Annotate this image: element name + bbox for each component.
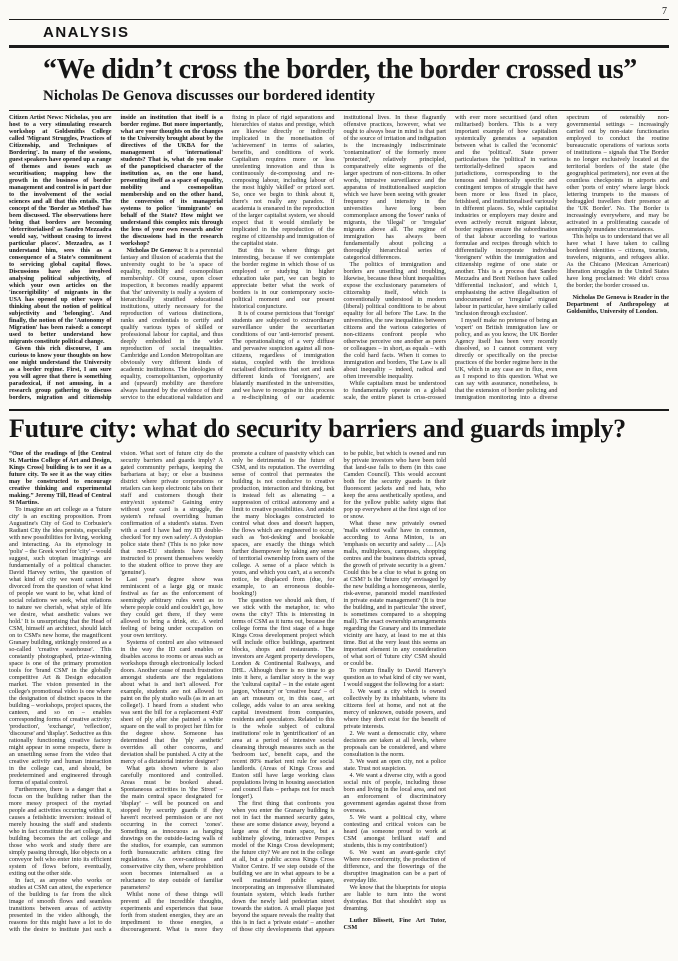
paragraph: This helps us to understand that we all have what I have taken to calling bordered identities – citizens, tourists, travelers, migrants, and refugees alike. As the Chicano (Mexican American) liberation struggles in the United States have long proclaimed: We didn't cross the border; the border crossed us. xyxy=(566,233,669,289)
paragraph: But this is where things get interesting, because if we contemplate the border regime in which those of us employed or studying in higher education take part, we can begin to appreciate better what the work of borders is in our contemporary socio-political moment and our present historical conjuncture. xyxy=(232,247,335,310)
article1-headline: “We didn’t cross the border, the border crossed us” xyxy=(43,54,637,85)
section-label: ANALYSIS xyxy=(43,24,130,41)
article2-headline: Future city: what do security barriers and guards imply? xyxy=(9,414,626,443)
article-future-city xyxy=(9,414,669,936)
page-number: 7 xyxy=(662,6,667,17)
article-divider-rule xyxy=(9,409,669,411)
paragraph: The first thing that confronts you when you enter the Granary building is not in fact the manned security gates, these are some distance away, beyond a large area of the main space, but a sublimely glowing, interactive Perspex model of the Kings Cross development; the future city? We are not in the college at all, but a public access Kings Cross Visitor Centre. If we step outside of the building we are in what appears to be a well maintained public square, incorporating an impressive illuminated fountain system, which leads further down the newly laid pedestrian street towards the station. A small plaque just beyond the square reveals the reality that this is in fact a 'private estate' – another of those city developments that appears to be public, but which is owned and run by private investors who have been told that land-use falls to them (in this case Camden Council). This would account both for the security guards in their fluorescent jackets and red hats, who keep the area aesthetically spotless, and for the yellow public safety signs that pop up everywhere at the first sign of ice or snow. xyxy=(232,450,446,933)
header-thick-rule xyxy=(9,45,669,48)
paragraph: Luther Blissett, Fine Art Tutor, CSM xyxy=(343,917,446,931)
paragraph: 4. We want a diverse city, with a good social mix of people, including those born and living in the local area, and not an enforcement of discriminatory government agendas against those from overseas. xyxy=(343,772,446,814)
paragraph: 3. We want an open city, not a police state. Trust not suspicion. xyxy=(343,758,446,772)
article2-body xyxy=(9,450,669,936)
article1-body xyxy=(9,114,669,406)
paragraph: Last year's degree show was reminiscent of a large gig or music festival as far as the enforcement of seemingly arbitrary rules went as to where people could and couldn't go, how they could get there, if they were allowed to bring a drink, etc. A weird feeling of being under occupation on your own territory. xyxy=(120,576,223,639)
paragraph: To return finally to David Harvey's question as to what kind of city we want, I would suggest the following for a start: xyxy=(343,667,446,688)
paragraph: What these new privately owned 'malls without walls' have in common, according to Anna Minton, is an 'emphasis on security and safety … [A]s malls, multiplexes, campuses, shopping centres and the business districts spread, the growth of private security is a given.' Could this be a clue to what is going on at CSM? Is the 'future city' envisaged by the new building a homogeneous, sterile, risk-averse, paranoid model manifested in private estate management? (It is true the building, and in particular 'the street', is sometimes compared to a shopping mall). The exact ownership arrangements regarding the Granary and its immediate vicinity are hazy, at least to me at this time. But at the very least this seems an important element in any consideration of what sort of 'future city' CSM should or could be. xyxy=(343,520,446,667)
subhead-rule xyxy=(9,110,669,111)
article1-subhead: Nicholas De Genova discusses our bordered identity xyxy=(43,88,375,104)
paragraph: 5. We want a political city, where contesting and critical voices can be heard (as someone proud to work at CSM amongst brilliant staff and students, this is my contribution!) xyxy=(343,814,446,849)
paragraph: Nicholas De Genova: It is a perennial fantasy and illusion of academia that the university ought to be 'a space of equality, mobility and cosmopolitan membership'. Of course, upon closer inspection, it becomes readily apparent that 'the' university is really a system of hierarchically stratified educational institutions, utterly necessary for the reproduction of various distinctions, ranks and credentials to certify and qualify various types of skilled or professional labour for capital, and thus deeply embedded in the wider reproduction of social inequalities. Cambridge and London Metropolitan are obviously very different kinds of academic institutions. The ideologies of equality, cosmopolitanism, opportunity and (upward) mobility are therefore always haunted by the evidence of their service to the educational validation and fixing in place of rigid separations and hierarchies of status and prestige, which are likewise directly or indirectly implicated in the monetisation of 'achievement' in terms of salaries, benefits, and conditions of work. Capitalism requires more or less unrelenting innovation and thus is continuously de-composing and re-composing labour, including labour of the most highly 'skilled' or prized sort. So, once we begin to think about it, there's not really any paradox. If academia is ensnared in the reproduction of the larger capitalist system, we should expect that it would similarly be implicated in the reproduction of the regime of citizenship and immigration of the capitalist state. xyxy=(120,114,335,401)
paragraph: While capitalism must be understood to fundamentally operate on a global scale, the entire planet is criss-crossed with ever more securitised (and often militarised) borders. This is a very important example of how capitalism systemically generates a separation between what is called the 'economic' and the 'political'. State power particularises the 'political' in various territorially-defined spaces and jurisdictions, corresponding to the tenuous and historically specific and contingent tempos of struggle that have been more or less fixed in place, fetishised, and institutionalised variously in different places. So, while capitalist industries or employers may desire and even actively recruit migrant labour, border regimes ensure the subordination of that labour according to various formulae and recipes through which to differentially incorporate individual 'foreigners' within the immigration and citizenship regime of one state or another. This is a process that Sandro Mezzadra and Brett Neilson have called 'differential inclusion', and which I, emphasising the active illegalisation of undocumented or 'irregular' migrant labour in particular, have similarly called 'inclusion through exclusion'. xyxy=(343,114,558,401)
paragraph: Systems of control are also witnessed in the way the ID card enables or disables access to rooms or areas such as workshops through electronically locked doors. Another cause of much frustration amongst students are the regulations about what is and isn't allowed. For example, students are not allowed to paint on the ply studio walls (as in an art college!). I heard from a student who was sent the bill for a replacement 4'x8' sheet of ply after she painted a white square on the wall to project her film for the degree show. Someone has determined that the 'ply aesthetic' overrides all other concerns, and deviation shall be punished. A city at the mercy of a dictatorial interior designer? xyxy=(120,639,223,765)
paragraph: 6. We want an avant-garde city! Where non-conformity, the production of difference, and the flowerings of the disruptive imagination can be a part of everyday life. xyxy=(343,849,446,884)
paragraph: It is of course pernicious that 'foreign' students are subjected to extraordinary surveillance under the securitarian conditions of our 'anti-terrorist' present. The operationalising of a very diffuse and pervasive suspicion against all non-citizens, regardless of immigration status, coupled with the invidious racialised distinctions that sort and rank different kinds of 'foreigners', are blatantly manifested in the universities, and we have to recognise in this process a re-disciplining of our academic institutional lives. In these flagrantly offensive practices, however, what we ought to always bear in mind is that part of the source of irritation and indignation is the increasingly indiscriminate 'contamination' of the formerly more 'protected', relatively principled, comparatively elite segments of the larger spectrum of non-citizens. In other words, intrusive surveillance and the apparatus of institutionalised suspicion which we have been seeing with greater frequency and intensity in the universities have long been commonplace among the 'lower' ranks of migrants, the 'illegal' or 'irregular' migrants above all. The regime of immigration has always been fundamentally about policing a thoroughly hierarchical series of categorical differences. xyxy=(232,114,446,401)
paragraph: The question we should ask then, if we stick with the metaphor, is: who owns the city? This is interesting in terms of CSM as it turns out, because the college forms the first stage of a huge Kings Cross development project which will include office buildings, apartment blocks, shops and restaurants. The investors are Argent property developers, London & Continental Railways, and DHL. Although there is no time to go into it here, a familiar story is the way the 'cultural capital' – in the estate agent jargon, 'vibrancy' or 'creative buzz' – of an art museum or, in this case, art college, adds value to an area seeking capital investment from companies, residents and speculators. Related to this is the whole subject of cultural institutions' role in 'gentrification' of an area at a period of intensive social cleansing through measures such as the 'bedroom tax', benefit caps, and the recent 80% market rent rule for social landlords. (Areas of Kings Cross and Euston still have large working class populations living in housing association and council flats – perhaps not for much longer!). xyxy=(232,597,335,800)
page-header xyxy=(9,4,669,48)
paragraph: Whilst none of these things will prevent all the incredible thoughts, experiments and experiences that issue forth from student energies, they are an impediment to those energies, a discouragement. What is more they promote a culture of passivity which can only be detrimental to the future of CSM, and its reputation. The overriding sense of control that permeates the building is not conducive to creative production, interaction and thinking, but is instead felt as alienating – a suppression of critical autonomy and a limit to creative possibilities. And amidst the many blockages constructed to control what does and doesn't happen, the flows which are engineered to occur, such as 'hot-desking' and bookable spaces, are exactly the things which further disempower by taking any sense of territorial ownership from users of the college. A sense of a place which is yours, and which you can't, at a second's notice, be displaced from (due, for example, to an erroneous double-booking!) xyxy=(120,450,335,933)
paragraph: 2. We want a democratic city, where decisions are taken at all levels, where proposals can be considered, and where consultation is the norm. xyxy=(343,730,446,758)
paragraph-lead: Nicholas De Genova: xyxy=(126,247,185,254)
paragraph: Furthermore, there is a danger that a focus on the building rather than the more messy prospect of the myriad people and activities occurring within it, causes a fetishistic inversion: instead of merely housing the staff and students who in fact constitute the art college, the building becomes the art college and those who work and study there are simply passing through, like objects on a conveyor belt who enter into its efficient system of flows before, eventually, exiting out the other side. xyxy=(9,786,112,877)
paragraph: 1. We want a city which is owned collectively by its inhabitants, where its citizens feel at home, and not at the mercy of unknown, outside powers, and where they don't exist for the benefit of private interests. xyxy=(343,688,446,730)
paragraph: To imagine an art college as a 'future city' is an exciting proposition. From Augustine's City of God to Corbusier's Radiant City the idea persists, especially with new possibilities for living, working and interacting. As its etymology in 'polis' – the Greek word for 'city' – would suggest, such utopian imaginings are fundamentally of a political character. David Harvey writes, 'the question of what kind of city we want cannot be divorced from the question of what kind of people we want to be, what kind of social relations we seek, what relations to nature we cherish, what style of life we desire, what aesthetic values we hold.' It is unsurprising that the Head of CSM, himself an architect, should latch on to CSM's new home, the magnificent Granary building, strikingly restored as a so-called 'creative warehouse'. This constantly photographed, prize-winning space is one of the primary promotion tools for 'brand CSM' in the globally competitive Art & Design education market. The vision presented in the college's promotional video is one where the designation of distinct spaces in the building – workshops, project spaces, the canteen, and so on – enables corresponding forms of creative activity: 'production', 'exchange', 'reflection', 'discourse' and 'display'. Seductive as this rationally functioning creative factory might appear in some respects, there is an unsettling sense from the video that creative activity and human interaction in the college can, and should, be predetermined and engineered through forms of spatial control. xyxy=(9,506,112,786)
paragraph: Nicholas De Genova is Reader in the Department of Anthropology at Goldsmiths, University of London. xyxy=(566,294,669,315)
article-border-interview xyxy=(9,54,669,406)
paragraph: “One of the readings of [the Central St. Martins College of Art and Design, Kings Cross] building is to see it as a future city. To see it as the way cities may be constructed to encourage creative thinking and experimental making.” Jeremy Till, Head of Central St Martins. xyxy=(9,450,112,506)
paragraph: We know that the blueprints for utopia are liable to turn into the worst dystopias. But that shouldn't stop us dreaming. xyxy=(343,884,446,912)
paragraph: I myself make no pretense of being an 'expert' on British immigration law or policy, and as you know, the UK Border Agency itself has been very recently dissolved, so I cannot comment very directly or specifically on the precise practices of the border regime here in the UK, which in any case are in flux, even as I respond to this question. What we can say with assurance, nonetheless, is that the extension of border policing and immigration monitoring into a diverse spectrum of ostensibly non-governmental settings – increasingly carried out by non-state functionaries employed to conduct the routine bureaucratic operations of various sorts of institutions – signals that The Border is no longer exclusively located at the territorial borders of the state (the geographical perimeters), nor even at the countless checkpoints in airports and other 'ports of entry' where large block lettering trumpets to the masses of bedraggled travellers their presence at the 'UK Border'. No. The Border is increasingly everywhere, and may be activated in a proliferating cascade of seemingly mundane circumstances. xyxy=(455,114,669,401)
paragraph: Citizen Artist News: Nicholas, you are host to a very stimulating research workshop at Goldsmiths College called 'Migrant Struggles, Practices of Citizenship, and Techniques of Bordering'. In many of the sessions, guest speakers have opened up a range of themes and issues such as securitisation; mapping how the growth in the business of border management and control is in part due to the involvement of the social sciences and all that this entails. The concept of the 'Border as Method' has been discussed. The observations here being that borders are becoming 'deterritorialised' as Sandro Mezzadra would say, 'without ceasing to invest particular places'. Mezzadra, as I understand him, sees this as a consequence of a State's commitment to servicing global capital flows. Discussions have also involved analysing political subjectivity, of which your own articles on the 'incorrigibility' of migrants in the USA has opened up other ways of thinking about the notion of political subjectivity and 'belonging'. And finally, the notion of the 'Autonomy of Migration' has been raised: a concept used to better understand how migrants constitute political change. xyxy=(9,114,112,345)
paragraph: Given this rich discourse, I am curious to know your thoughts on how one might understand the University as a border regime. First, I am sure you will agree that there is something paradoxical, if not amusing, in a research group gathering to discuss borders, migration and citizenship inside an institution that itself is a border regime. But more importantly, what are your thoughts on the changes to the University brought about by the directives of the UKBA for the management of 'international' students? That is, what do you make of the panopticised character of the institution as, on the one hand, presenting itself as a space of equality, mobility and cosmopolitan membership and on the other hand, the conversion of its managerial systems to police 'immigrants' on behalf of the State? How might we understand this complex mix through the lens of your own research and/or the discussions had in the research workshop? xyxy=(9,114,223,401)
paragraph: In fact, as anyone who works or studies at CSM can attest, the experience of the building is far from the slick image of smooth flows and seamless transitions between areas of activity presented in the video although, the reasons for this might have a lot to do with the desire to institute just such a vision. What sort of future city do the security barriers and guards imply? A gated community perhaps, keeping the barbarians at bay; or else a business district where private corporations or retailers can keep electronic tabs on their staff and customers though their entry/exit systems? Gaining entry without your card is a struggle, the system's refusal overriding human confirmation of a student's status. Even with a card I have had my ID double-checked 'for my own safety'. A dystopian police state then? (This is no joke now that non-EU students have been instructed to present themselves weekly to the student office to prove they are 'genuine'). xyxy=(9,450,223,933)
paragraph: The politics of immigration and borders are unsettling and troubling, likewise, because these blunt inequalities expose the exclusionary parameters of citizenship itself, which is conventionally understood in modern (liberal) political conditions to be about equality for all before The Law. In the universities, the raw inequalities between citizens and the various categories of non-citizens confront people who otherwise perceive one another as peers or colleagues – in short, as equals – with the cold hard facts. When it comes to immigration and borders, The Law is all about inequality – indeed, radical and often irreversible inequality. xyxy=(343,261,446,380)
paragraph: What gets shown where is also carefully monitored and controlled. Areas must be booked ahead. Spontaneous activities in 'the Street' – the main central space designated for 'display' – will be pounced on and stopped by security guards if they haven't received permission or are not occurring in the correct 'zones'. Something as innocuous as hanging drawings on the outside-facing walls of the studios, for example, can summon forth bureaucratic arbiters citing fire regulations. An over-cautious and conservative city then, where prohibition soon becomes internalised as a reluctance to step outside of familiar parameters? xyxy=(120,765,223,891)
